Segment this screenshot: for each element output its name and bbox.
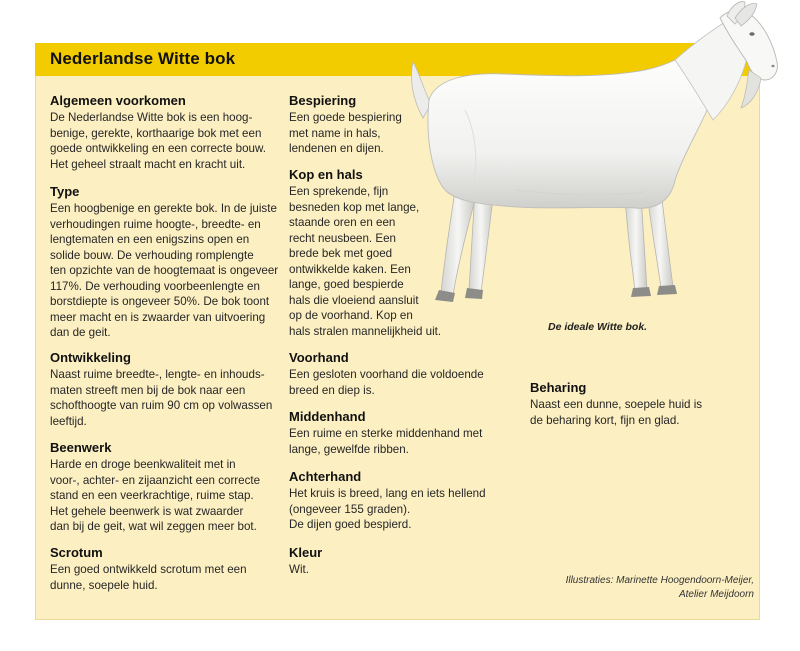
section-heading: Beharing <box>530 380 587 395</box>
section-heading: Ontwikkeling <box>50 350 131 365</box>
illustration-credits: Illustraties: Marinette Hoogendoorn-Meijer, Atelier Meijdoorn <box>565 575 754 600</box>
section-beenwerk <box>50 440 290 535</box>
section-text: De Nederlandse Witte bok is een hoog- benige, gerekte, korthaarige bok met een goede ontwikkeling en een correcte bouw. Het geheel straalt macht en kracht uit. <box>50 111 266 171</box>
section-heading: Middenhand <box>289 409 366 424</box>
section-achterhand <box>289 469 519 533</box>
section-ontwikkeling <box>50 350 290 429</box>
section-heading: Algemeen voorkomen <box>50 93 186 108</box>
section-heading: Type <box>50 184 80 199</box>
section-text: Harde en droge beenkwaliteit met in voor-, achter- en zijaanzicht een correcte stand en een veerkrachtige, ruime stap. Het gehele beenwerk is wat zwaarder dan bij de geit, wat wil zeggen meer bot. <box>50 458 261 533</box>
section-beharing <box>530 380 745 428</box>
section-type <box>50 184 290 341</box>
section-text: Een gesloten voorhand die voldoende breed en diep is. <box>289 368 484 397</box>
section-heading: Voorhand <box>289 350 349 365</box>
section-heading: Kleur <box>289 545 323 560</box>
section-text: Het kruis is breed, lang en iets hellend (ongeveer 155 graden). De dijen goed bespierd. <box>289 487 486 531</box>
page-title: Nederlandse Witte bok <box>50 49 236 68</box>
section-heading: Scrotum <box>50 545 103 560</box>
section-text: Een hoogbenige en gerekte bok. In de juiste verhoudingen ruime hoogte-, breedte- en lengtematen en een enigszins open en solide bouw. De verhouding romplengte ten opzichte van de hoogtemaat is ongeveer 117%. De verhouding voorbeenlengte en borstdiepte is ongeveer 50%. De bok toont meer macht en is zwaarder van uitvoering dan de geit. <box>50 202 279 339</box>
section-text: Wit. <box>289 563 309 576</box>
section-algemeen <box>50 93 290 172</box>
section-heading: Bespiering <box>289 93 357 108</box>
section-text: Een sprekende, fijn besneden kop met lange, staande oren en een recht neusbeen. Een brede bek met goed ontwikkelde kaken. Een lange, goed bespierde hals die vloeiend aansluit op de voorhand. Kop en hals stralen mannelijkheid uit. <box>289 185 442 338</box>
section-scrotum <box>50 545 290 593</box>
section-text: Een goede bespiering met name in hals, lendenen en dijen. <box>289 111 402 155</box>
section-heading: Kop en hals <box>289 167 363 182</box>
section-voorhand <box>289 350 519 398</box>
section-kleur <box>289 545 519 578</box>
section-heading: Achterhand <box>289 469 362 484</box>
section-text: Een ruime en sterke middenhand met lange, gewelfde ribben. <box>289 427 483 456</box>
section-text: Een goed ontwikkeld scrotum met een dunne, soepele huid. <box>50 563 247 592</box>
section-bespiering <box>289 93 489 157</box>
section-heading: Beenwerk <box>50 440 112 455</box>
illustration-caption: De ideale Witte bok. <box>548 321 648 333</box>
section-text: Naast een dunne, soepele huid is de beharing kort, fijn en glad. <box>530 398 703 427</box>
section-middenhand <box>289 409 519 457</box>
section-kop-en-hals <box>289 167 489 339</box>
section-text: Naast ruime breedte-, lengte- en inhouds- maten streeft men bij de bok naar een schofthoogte van ruim 90 cm op volwassen leeftijd. <box>50 368 273 428</box>
